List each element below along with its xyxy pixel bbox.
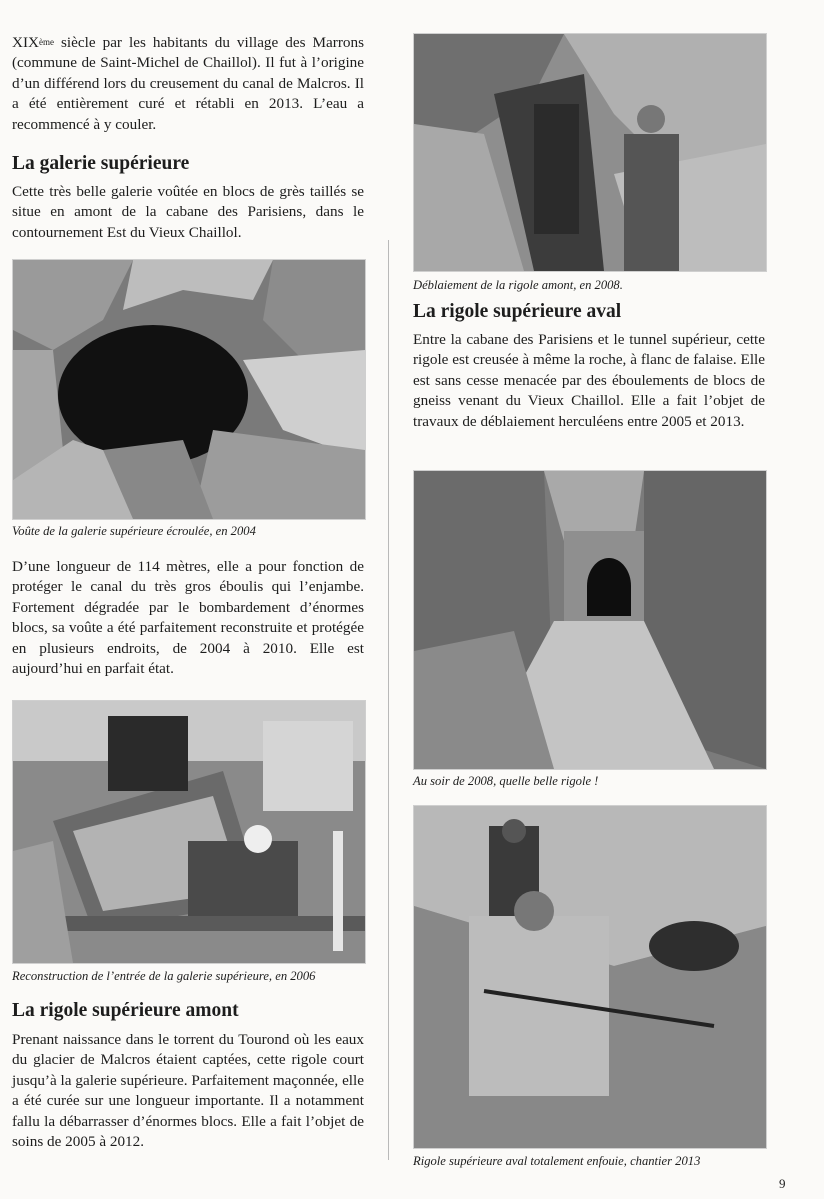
photo-rigole-evening (413, 470, 767, 770)
intro-superscript: ème (39, 37, 54, 47)
heading-rigole-superieure-amont: La rigole supérieure amont (12, 1000, 239, 1021)
page-number: 9 (779, 1176, 786, 1191)
photo-caption-buried: Rigole supérieure aval totalement enfouie, chantier 2013 (413, 1154, 701, 1168)
photo-clearing-rigole (413, 33, 767, 272)
photo-caption-clearing: Déblaiement de la rigole amont, en 2008. (413, 278, 623, 292)
intro-paragraph (12, 33, 364, 135)
photo-caption-evening: Au soir de 2008, quelle belle rigole ! (413, 774, 599, 788)
rigole-amont-paragraph: Prenant naissance dans le torrent du Tourond où les eaux du glacier de Malcros étaient captées, cette rigole court jusqu’à la galerie supérieure. Parfaitement maçonnée, elle a été curée sur une longueur importante. Il a notamment fallu la débarrasser d’énormes blocs. Elle a fait l’objet de soins de 2005 à 2012. (12, 1031, 364, 1151)
photo-reconstruction (12, 700, 366, 964)
heading-galerie-superieure: La galerie supérieure (12, 153, 190, 174)
galerie-paragraph-1: Cette très belle galerie voûtée en blocs de grès taillés se situe en amont de la cabane des Parisiens, dans le contournement Est du Vieux Chaillol. (12, 183, 364, 241)
rigole-aval-paragraph: Entre la cabane des Parisiens et le tunnel supérieur, cette rigole est creusée à même la roche, à flanc de falaise. Elle est sans cesse menacée par des éboulements de blocs de gneiss venant du Vieux Chaillol. Elle a fait l’objet de travaux de déblaiement herculéens entre 2005 et 2013. (413, 331, 765, 430)
galerie-paragraph-2: D’une longueur de 114 mètres, elle a pour fonction de protéger le canal du très gros éboulis qui l’enjambe. Fortement dégradée par le bombardement d’énormes blocs, sa voûte a été parfaitement reconstruite et protégée en plusieurs endroits, de 2004 à 2010. Elle est aujourd’hui en parfait état. (12, 558, 364, 678)
photo-caption-reconstruction: Reconstruction de l’entrée de la galerie supérieure, en 2006 (12, 969, 316, 983)
column-divider (388, 240, 389, 1160)
heading-rigole-superieure-aval: La rigole supérieure aval (413, 301, 622, 322)
photo-collapsed-vault (12, 259, 366, 520)
photo-caption-collapsed-vault: Voûte de la galerie supérieure écroulée, en 2004 (12, 524, 256, 538)
intro-text: siècle par les habitants du village des Marrons (commune de Saint-Michel de Chaillol). Il fut à l’origine d’un différend lors du creusement du canal de Malcros. Il a été entièrement curé et rétabli en 2013. L’eau a recommencé à y couler. (12, 34, 364, 133)
photo-buried-rigole (413, 805, 767, 1149)
intro-prefix: XIX (12, 34, 39, 51)
